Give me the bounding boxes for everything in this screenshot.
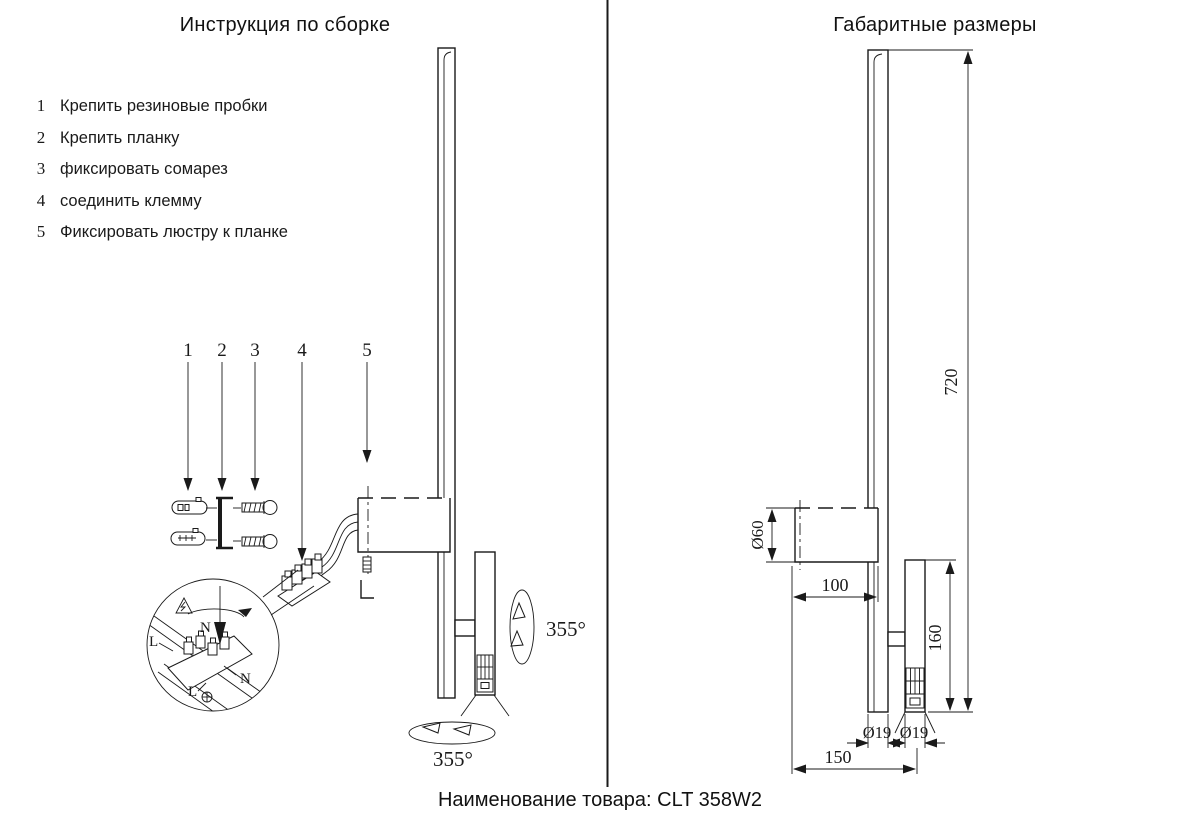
fixing-screw xyxy=(361,557,374,598)
callout-leaders xyxy=(188,362,367,560)
step-number: 4 xyxy=(36,190,46,210)
step-text: Крепить резиновые пробки xyxy=(60,97,268,115)
light-cone xyxy=(494,695,509,716)
warning-triangle-icon xyxy=(176,598,192,613)
step-number: 2 xyxy=(36,127,46,147)
lamp-pole xyxy=(438,48,455,698)
driver-box xyxy=(358,486,450,578)
label-n1: N xyxy=(200,620,211,636)
mounting-strip xyxy=(206,497,241,549)
step-number: 5 xyxy=(36,222,46,241)
driver-box-dim xyxy=(795,500,878,570)
lamp-pole-dim xyxy=(868,50,888,712)
dim-height-label: 720 xyxy=(941,368,961,396)
dim-160 xyxy=(925,560,956,710)
dim-60 xyxy=(748,508,795,562)
rotation-bottom-label: 355° xyxy=(433,747,473,771)
label-n2: N xyxy=(240,671,251,687)
dim-head-diameter-label: Ø19 xyxy=(899,723,929,742)
horizontal-rotation-indicator xyxy=(409,722,495,771)
right-panel-title: Габаритные размеры xyxy=(833,14,1037,36)
vertical-rotation-indicator xyxy=(510,590,586,664)
screws xyxy=(242,501,277,549)
dimensions-diagram xyxy=(748,50,973,774)
dim-720 xyxy=(888,50,973,712)
callout-5: 5 xyxy=(362,340,372,361)
step-number: 1 xyxy=(36,96,46,115)
product-name-caption: Наименование товара: CLT 358W2 xyxy=(437,789,762,811)
rotation-side-label: 355° xyxy=(546,617,586,641)
callout-numbers xyxy=(183,340,372,361)
step-number: 3 xyxy=(36,159,46,178)
dim-150 xyxy=(794,747,917,774)
label-l2: L xyxy=(188,684,198,700)
lamp-head xyxy=(455,552,509,716)
dim-depth-label: 100 xyxy=(821,575,849,595)
step-text: соединить клемму xyxy=(60,191,202,210)
step-text: фиксировать сомарез xyxy=(60,160,228,178)
rubber-plugs xyxy=(171,498,207,546)
callout-1: 1 xyxy=(183,340,193,361)
label-l1: L xyxy=(149,634,159,650)
dim-head-label: 160 xyxy=(925,624,945,652)
terminal-block xyxy=(278,554,330,606)
dim-offset-label: 150 xyxy=(824,747,852,767)
callout-4: 4 xyxy=(297,340,307,361)
wiring-detail-circle xyxy=(147,579,279,732)
dim-plate-label: Ø60 xyxy=(748,520,767,550)
assembly-diagram xyxy=(147,48,586,771)
callout-2: 2 xyxy=(217,340,227,361)
callout-3: 3 xyxy=(250,340,260,361)
step-text: Крепить планку xyxy=(60,128,180,147)
step-text: Фиксировать люстру к планке xyxy=(60,223,288,241)
ground-symbol-icon xyxy=(202,692,212,702)
left-panel-title: Инструкция по сборке xyxy=(179,14,391,36)
light-cone xyxy=(461,695,476,716)
dim-pole-diameter-label: Ø19 xyxy=(862,723,892,742)
